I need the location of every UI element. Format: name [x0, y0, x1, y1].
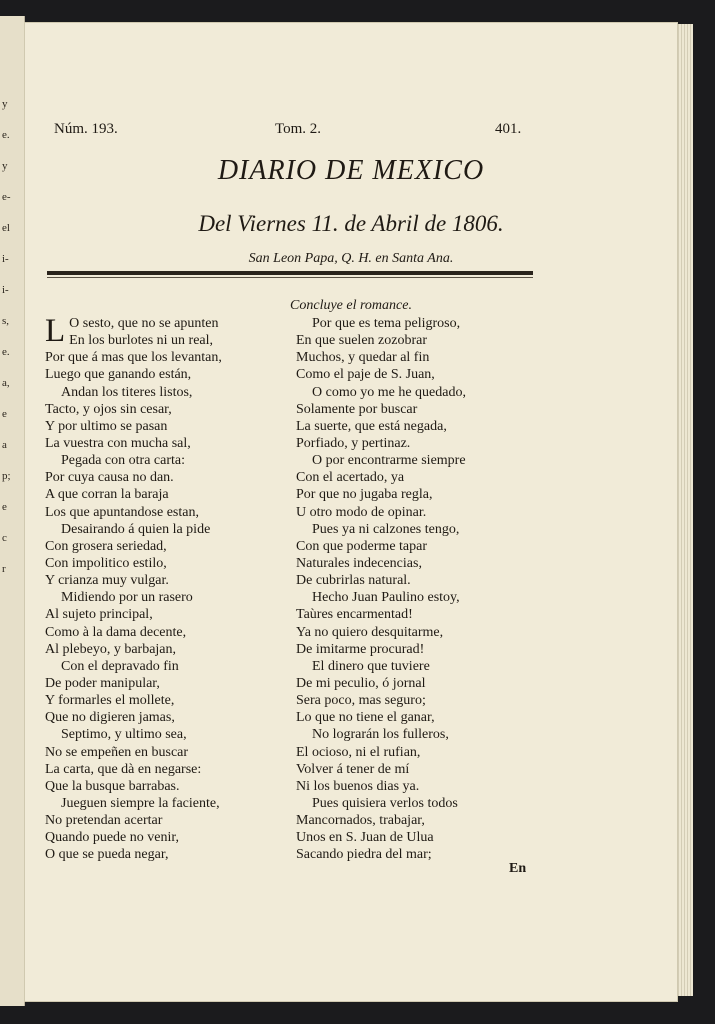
- verse-line: [296, 521, 466, 538]
- left-page-fragment: el: [2, 222, 10, 234]
- verse-text: Lo que no tiene el ganar,: [296, 710, 435, 726]
- verse-line: [45, 829, 222, 846]
- verse-text: Que no digieren jamas,: [45, 710, 175, 726]
- left-page-fragment: a: [2, 439, 7, 451]
- verse-line: [45, 366, 222, 383]
- issue-date: Del Viernes 11. de Abril de 1806.: [198, 211, 504, 236]
- verse-text: Al plebeyo, y barbajan,: [45, 641, 177, 657]
- verse-line: [296, 486, 466, 503]
- verse-text: Como el paje de S. Juan,: [296, 367, 435, 383]
- verse-line: [296, 332, 466, 349]
- left-page-fragment: c: [2, 532, 7, 544]
- verse-text: A que corran la baraja: [45, 487, 169, 503]
- verse-text: Y formarles el mollete,: [45, 693, 175, 709]
- verse-line: [45, 452, 222, 469]
- verse-line: [296, 846, 466, 863]
- left-page-fragment: e.: [2, 129, 10, 141]
- verse-line: [45, 332, 222, 349]
- verse-text: Sacando piedra del mar;: [296, 847, 432, 863]
- left-page-fragment: a,: [2, 377, 10, 389]
- verse-text: Con el depravado fin: [61, 658, 179, 674]
- verse-line: [45, 846, 222, 863]
- verse-text: En los burlotes ni un real,: [69, 333, 214, 349]
- verse-line: [45, 504, 222, 521]
- verse-text: La suerte, que está negada,: [296, 418, 447, 434]
- verse-line: [296, 709, 466, 726]
- verse-text: No se empeñen en buscar: [45, 744, 189, 760]
- verse-text: Y crianza muy vulgar.: [45, 573, 169, 589]
- verse-text: De poder manipular,: [45, 675, 160, 691]
- tome-number: Tom. 2.: [275, 121, 322, 137]
- verse-text: La vuestra con mucha sal,: [45, 435, 191, 451]
- verse-line: [45, 418, 222, 435]
- verse-text: Sera poco, mas seguro;: [296, 693, 426, 709]
- left-page-fragment: e: [2, 408, 7, 420]
- verse-line: [45, 384, 222, 401]
- verse-text: Con el acertado, ya: [296, 470, 405, 486]
- verse-line: [296, 538, 466, 555]
- verse-line: [296, 624, 466, 641]
- verse-text: Pues ya ni calzones tengo,: [312, 521, 460, 537]
- verse-line: [45, 606, 222, 623]
- issue-number: Núm. 193.: [54, 121, 118, 137]
- verse-line: [45, 795, 222, 812]
- verse-line: [45, 435, 222, 452]
- verse-text: Quando puede no venir,: [45, 830, 179, 846]
- verse-line: [296, 761, 466, 778]
- verse-line: [45, 572, 222, 589]
- verse-line: [45, 761, 222, 778]
- newspaper-page: [24, 22, 678, 1002]
- left-page-edge: [0, 16, 25, 1006]
- verse-text: Ni los buenos dias ya.: [296, 778, 420, 794]
- verse-line: [296, 795, 466, 812]
- verse-text: Porfiado, y pertinaz.: [296, 435, 411, 451]
- verse-text: Muchos, y quedar al fin: [296, 350, 430, 366]
- verse-line: [296, 726, 466, 743]
- verse-text: Por cuya causa no dan.: [45, 470, 174, 486]
- verse-line: [296, 606, 466, 623]
- verse-line: [296, 315, 466, 332]
- verse-text: El ocioso, ni el rufian,: [296, 744, 421, 760]
- verse-line: [45, 401, 222, 418]
- verse-line: [296, 349, 466, 366]
- verse-line: [45, 469, 222, 486]
- verse-line: [45, 555, 222, 572]
- verse-line: [296, 418, 466, 435]
- verse-text: Que la busque barrabas.: [45, 778, 180, 794]
- verse-text: O sesto, que no se apunten: [69, 316, 219, 331]
- verse-text: De cubrirlas natural.: [296, 573, 411, 589]
- left-page-fragment: e: [2, 501, 7, 513]
- verse-line: [296, 778, 466, 795]
- verse-text: Pues quisiera verlos todos: [312, 795, 458, 811]
- verse-text: Unos en S. Juan de Ulua: [296, 830, 434, 846]
- verse-line: [296, 812, 466, 829]
- verse-text: El dinero que tuviere: [312, 658, 430, 674]
- header-rule: [47, 271, 533, 275]
- verse-text: U otro modo de opinar.: [296, 504, 427, 520]
- verse-line: [45, 709, 222, 726]
- verse-text: Midiendo por un rasero: [61, 590, 193, 606]
- verse-line: [45, 624, 222, 641]
- verse-line: [45, 589, 222, 606]
- verse-line: [296, 744, 466, 761]
- verse-text: O como yo me he quedado,: [312, 384, 466, 400]
- catchword: En: [509, 861, 527, 876]
- verse-text: Los que apuntandose estan,: [45, 504, 199, 520]
- verse-text: No lograrán los fulleros,: [312, 727, 449, 743]
- verse-line: [45, 486, 222, 503]
- verse-line: [296, 452, 466, 469]
- verse-text: De mi peculio, ó jornal: [296, 675, 426, 691]
- verse-line: [45, 675, 222, 692]
- verse-line: [45, 726, 222, 743]
- verse-text: Por que á mas que los levantan,: [45, 350, 222, 366]
- left-page-fragment: r: [2, 563, 6, 575]
- verse-line: [45, 538, 222, 555]
- verse-text: Con impolitico estilo,: [45, 555, 167, 571]
- verse-text: Como à la dama decente,: [45, 624, 187, 640]
- verse-text: Y por ultimo se pasan: [45, 418, 168, 434]
- verse-text: Desairando á quien la pide: [61, 521, 211, 537]
- saint-of-day: San Leon Papa, Q. H. en Santa Ana.: [248, 251, 454, 266]
- verse-line: [296, 401, 466, 418]
- verse-line: [296, 692, 466, 709]
- verse-text: Mancornados, trabajar,: [296, 813, 425, 829]
- verse-line: [45, 692, 222, 709]
- verse-text: Volver á tener de mí: [296, 761, 410, 777]
- left-page-fragment: y: [2, 98, 8, 110]
- verse-line: [296, 572, 466, 589]
- verse-text: No pretendan acertar: [45, 813, 163, 829]
- verse-text: Naturales indecencias,: [296, 555, 422, 571]
- verse-text: Luego que ganando están,: [45, 367, 192, 383]
- left-page-fragment: p;: [2, 470, 11, 482]
- verse-text: Con grosera seriedad,: [45, 538, 167, 554]
- verse-text: Hecho Juan Paulino estoy,: [312, 590, 460, 606]
- left-page-fragment: i-: [2, 284, 9, 296]
- page-number: 401.: [495, 121, 522, 137]
- verse-text: Por que no jugaba regla,: [296, 487, 433, 503]
- verse-line: [45, 521, 222, 538]
- verse-line: [45, 641, 222, 658]
- verse-line: [296, 384, 466, 401]
- verse-text: O que se pueda negar,: [45, 847, 169, 863]
- left-page-fragment: y: [2, 160, 8, 172]
- column-right: [296, 315, 466, 864]
- verse-line: [296, 658, 466, 675]
- verse-text: De imitarme procurad!: [296, 641, 425, 657]
- verse-text: Solamente por buscar: [296, 401, 418, 417]
- header-rule-thin: [47, 277, 533, 278]
- verse-line: [45, 658, 222, 675]
- verse-text: Septimo, y ultimo sea,: [61, 727, 187, 743]
- verse-text: La carta, que dà en negarse:: [45, 761, 202, 777]
- verse-text: Con que poderme tapar: [296, 538, 428, 554]
- verse-text: Taùres encarmentad!: [296, 607, 413, 623]
- drop-cap: L: [45, 313, 66, 349]
- left-page-fragment: s,: [2, 315, 10, 327]
- verse-text: Andan los titeres listos,: [61, 384, 193, 400]
- verse-line: [45, 778, 222, 795]
- verse-text: Al sujeto principal,: [45, 607, 153, 623]
- verse-line: [45, 315, 222, 332]
- verse-text: Pegada con otra carta:: [61, 453, 185, 469]
- verse-text: Ya no quiero desquitarme,: [296, 624, 444, 640]
- verse-line: [296, 829, 466, 846]
- left-page-fragment: e-: [2, 191, 11, 203]
- verse-line: [296, 675, 466, 692]
- verse-text: Jueguen siempre la faciente,: [61, 795, 220, 811]
- verse-line: [296, 555, 466, 572]
- verse-text: O por encontrarme siempre: [312, 453, 466, 469]
- verse-line: [296, 366, 466, 383]
- left-page-fragment: i-: [2, 253, 9, 265]
- verse-line: [296, 641, 466, 658]
- verse-line: [296, 589, 466, 606]
- column-left: [45, 315, 222, 864]
- verse-line: [296, 469, 466, 486]
- verse-line: [296, 435, 466, 452]
- verse-line: [45, 744, 222, 761]
- verse-line: [296, 504, 466, 521]
- section-heading: Concluye el romance.: [290, 298, 412, 313]
- verse-line: [45, 349, 222, 366]
- verse-text: Tacto, y ojos sin cesar,: [45, 401, 172, 417]
- verse-text: En que suelen zozobrar: [296, 333, 427, 349]
- verse-text: Por que es tema peligroso,: [312, 316, 461, 331]
- left-page-fragment: e.: [2, 346, 10, 358]
- newspaper-title: DIARIO DE MEXICO: [217, 155, 485, 186]
- verse-line: [45, 812, 222, 829]
